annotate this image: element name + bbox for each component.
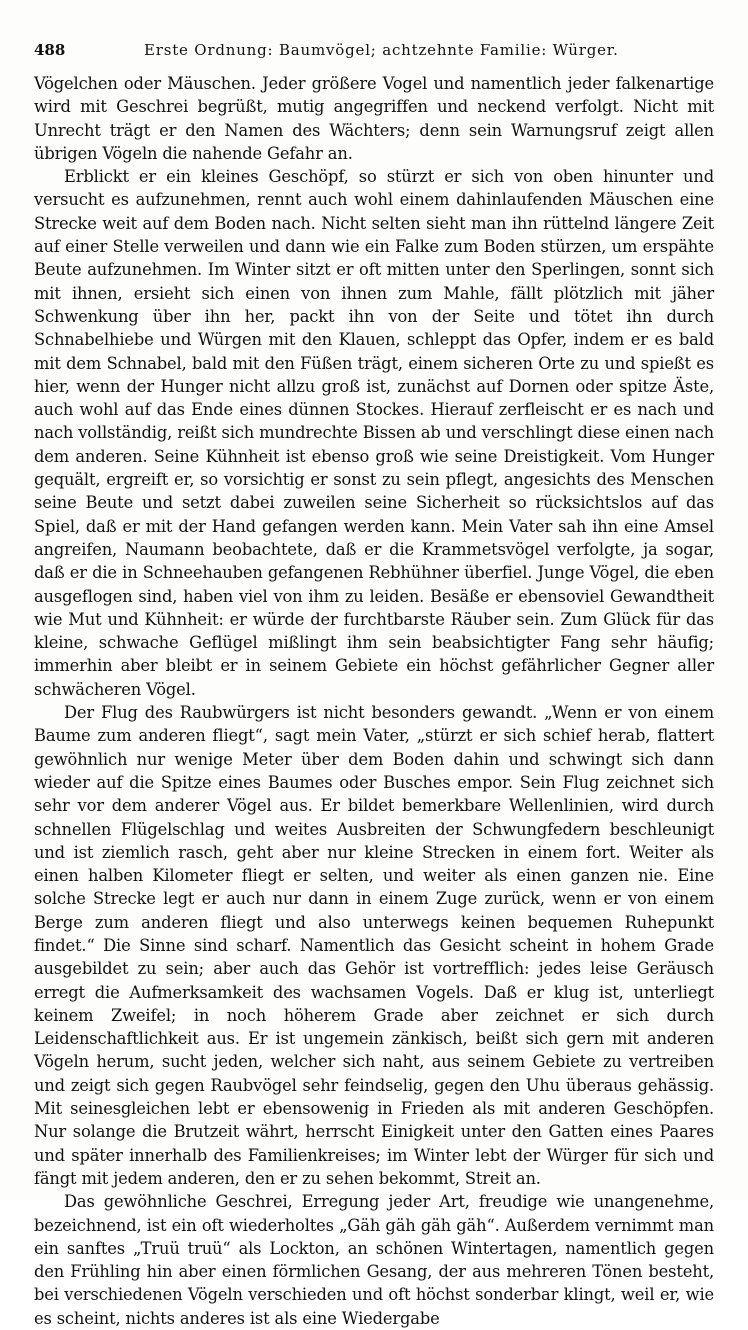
page-number: 488 xyxy=(34,41,66,59)
paragraph-flight: Der Flug des Raubwürgers ist nicht besonders gewandt. „Wenn er von einem Baume zum anderen fliegt“, sagt mein Vater, „stürzt er sich schief herab, flattert gewöhnlich nur wenige Meter über dem Boden dahin und schwingt sich dann wieder auf die Spitze eines Baumes oder Busches empor. Sein Flug zeichnet sich sehr vor dem anderer Vögel aus. Er bildet bemerkbare Wellenlinien, wird durch schnellen Flügelschlag und weites Ausbreiten der Schwungfedern beschleunigt und ist ziemlich rasch, geht aber nur kleine Strecken in einem fort. Weiter als einen halben Kilometer fliegt er selten, und weiter als einen ganzen nie. Eine solche Strecke legt er auch nur dann in einem Zuge zurück, wenn er von einem Berge zum anderen fliegt und also unterwegs keinen bequemen Ruhepunkt findet.“ Die Sinne sind scharf. Namentlich das Gesicht scheint in hohem Grade ausgebildet zu sein; aber auch das Gehör ist vortrefflich: jedes leise Geräusch erregt die Aufmerksamkeit des wachsamen Vogels. Daß er klug ist, unterliegt keinem Zweifel; in noch höherem Grade aber zeichnet er sich durch Leidenschaftlichkeit aus. Er ist ungemein zänkisch, beißt sich gern mit anderen Vögeln herum, sucht jeden, welcher sich naht, aus seinem Gebiete zu vertreiben und zeigt sich gegen Raubvögel sehr feindselig, gegen den Uhu überaus gehässig. Mit seinesgleichen lebt er ebensowenig in Frieden als mit anderen Geschöpfen. Nur solange die Brutzeit währt, herrscht Einigkeit unter den Gatten eines Paares und später innerhalb des Familienkreises; im Winter lebt der Würger für sich und fängt mit jedem anderen, den er zu sehen bekommt, Streit an. xyxy=(34,703,714,1188)
page-header xyxy=(34,38,718,62)
paragraph-calls: Das gewöhnliche Geschrei, Erregung jeder Art, freudige wie unangenehme, bezeichnend, ist ein oft wiederholtes „Gäh gäh gäh gäh“. Außerdem vernimmt man ein sanftes „Truü truü“ als Lockton, an schönen Wintertagen, namentlich gegen den Frühling hin aber einen förmlichen Gesang, der aus mehreren Tönen besteht, bei verschiedenen Vögeln verschieden und oft höchst sonderbar klingt, weil er, wie es scheint, nichts anderes ist als eine Wiedergabe xyxy=(34,1192,714,1328)
body-text xyxy=(34,72,714,1330)
running-head: Erste Ordnung: Baumvögel; achtzehnte Familie: Würger. xyxy=(144,41,619,59)
paragraph-continued: Vögelchen oder Mäuschen. Jeder größere Vogel und namentlich jeder falkenartige wird mit Geschrei begrüßt, mutig angegriffen und neckend verfolgt. Nicht mit Unrecht trägt er den Namen des Wächters; denn sein Warnungsruf zeigt allen übrigen Vögeln die nahende Gefahr an. xyxy=(34,74,714,163)
paragraph-hunting: Erblickt er ein kleines Geschöpf, so stürzt er sich von oben hinunter und versucht es aufzunehmen, rennt auch wohl einem dahinlaufenden Mäuschen eine Strecke weit auf dem Boden nach. Nicht selten sieht man ihn rüttelnd längere Zeit auf einer Stelle verweilen und dann wie ein Falke zum Boden stürzen, um erspähte Beute aufzunehmen. Im Winter sitzt er oft mitten unter den Sperlingen, sonnt sich mit ihnen, ersieht sich einen von ihnen zum Mahle, fällt plötzlich mit jäher Schwenkung über ihn her, packt ihn von der Seite und tötet ihn durch Schnabelhiebe und Würgen mit den Klauen, schleppt das Opfer, indem er es bald mit dem Schnabel, bald mit den Füßen trägt, einem sicheren Orte zu und spießt es hier, wenn der Hunger nicht allzu groß ist, zunächst auf Dornen oder spitze Äste, auch wohl auf das Ende eines dünnen Stockes. Hierauf zerfleischt er es nach und nach vollständig, reißt sich mundrechte Bissen ab und verschlingt diese einen nach dem anderen. Seine Kühnheit ist ebenso groß wie seine Dreistigkeit. Vom Hunger gequält, ergreift er, so vorsichtig er sonst zu sein pflegt, angesichts des Menschen seine Beute und setzt dabei zuweilen seine Sicherheit so rücksichtslos auf das Spiel, daß er mit der Hand gefangen werden kann. Mein Vater sah ihn eine Amsel angreifen, Naumann beobachtete, daß er die Krammetsvögel verfolgte, ja sogar, daß er die in Schneehauben gefangenen Rebhühner überfiel. Junge Vögel, die eben ausgeflogen sind, haben viel von ihm zu leiden. Besäße er ebensoviel Gewandtheit wie Mut und Kühnheit: er würde der furchtbarste Räuber sein. Zum Glück für das kleine, schwache Geflügel mißlingt ihm sein beabsichtigter Fang sehr häufig; immerhin aber bleibt er in seinem Gebiete ein höchst gefährlicher Gegner aller schwächeren Vögel. xyxy=(34,167,714,699)
